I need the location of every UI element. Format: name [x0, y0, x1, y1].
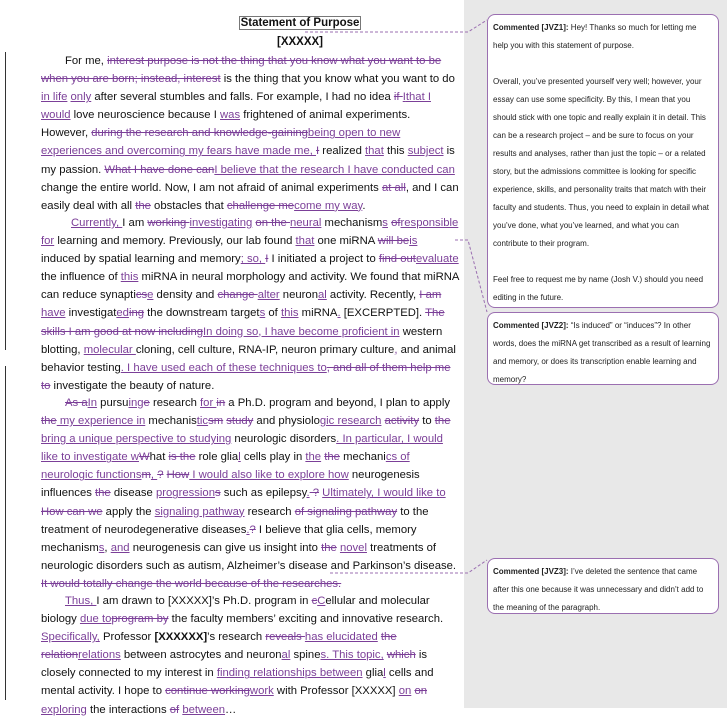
text-run: For me, — [65, 55, 108, 67]
text-run: I am — [122, 217, 148, 229]
text-run: neurogenesis can give us insight into — [129, 541, 322, 554]
insertion: work — [249, 685, 274, 698]
deletion: the — [135, 199, 151, 212]
insertion: , — [394, 343, 398, 356]
insertion: has elucidated — [304, 631, 378, 644]
insertion: come my way — [294, 199, 363, 212]
text-run: and physiolo — [253, 415, 320, 428]
deletion: The skills I am good at now including — [41, 307, 445, 338]
insertion: on — [398, 685, 412, 698]
text-run: obstacles that — [150, 199, 227, 212]
deletion: reveals — [265, 631, 305, 644]
text-run: activity. Recently, — [326, 289, 420, 302]
insertion: molecular — [83, 343, 136, 356]
insertion: finding relationships between — [216, 667, 363, 680]
insertion: was — [220, 109, 241, 122]
insertion: . — [306, 487, 310, 500]
deletion: It would totally change the world because of the researches. — [41, 577, 342, 590]
deletion: at all — [381, 181, 406, 194]
deletion: program by — [111, 613, 169, 626]
deletion: W — [138, 451, 150, 464]
insertion: signaling pathway — [154, 505, 245, 518]
deletion: How — [166, 469, 190, 482]
insertion: evaluate — [415, 253, 459, 266]
deletion: I — [265, 253, 269, 266]
insertion: bring a unique perspective to studying — [41, 433, 232, 446]
text-run: the faculty members’ exciting and innovative research. — [168, 613, 444, 626]
insertion: and — [110, 541, 130, 554]
insertion: that — [365, 145, 384, 158]
insertion: exploring — [41, 703, 87, 716]
deletion: ? — [249, 523, 256, 536]
insertion: is — [409, 235, 418, 248]
deletion: I am — [419, 289, 442, 302]
insertion: neural — [289, 217, 322, 229]
text-run: with Professor [XXXXX] — [273, 685, 399, 698]
text-run: I am drawn to [XXXXX]’s Ph.D. program in — [96, 595, 312, 607]
text-run: neurogenesis influences — [41, 469, 420, 500]
insertion: only — [70, 91, 92, 104]
text-run: mechani — [339, 451, 386, 464]
paragraph-2[interactable] — [41, 214, 459, 395]
insertion: the — [305, 451, 322, 464]
comment-3[interactable] — [487, 558, 719, 614]
insertion: In doing so, I have become proficient in — [203, 325, 400, 338]
insertion: tic — [196, 415, 209, 428]
insertion: that I would — [41, 91, 431, 122]
title-text[interactable]: Statement of Purpose — [240, 17, 360, 29]
text-run: a Ph.D. program and beyond, I plan to apply — [225, 397, 450, 409]
insertion: being open to new experiences and overcoming my fears have made me, — [41, 127, 401, 158]
insertion: gic research — [319, 415, 382, 428]
insertion: Thus, — [65, 595, 97, 607]
insertion: , — [150, 469, 158, 482]
text-run: the downstream target — [144, 307, 260, 320]
insertion: al — [281, 649, 291, 662]
text-run: love neuroscience because I — [70, 109, 220, 122]
text-run: learning and memory. Previously, our lab found — [54, 235, 296, 248]
insertion: ed — [116, 307, 129, 320]
deletion: will be — [377, 235, 410, 248]
bold-text: [XXXXXX] — [154, 631, 208, 644]
comment-author: Commented [JVZ3]: — [493, 567, 569, 576]
text-run: such as epilepsy — [220, 487, 307, 500]
insertion: C — [317, 595, 326, 607]
text-run: mechanis — [145, 415, 197, 428]
insertion: progression — [155, 487, 215, 500]
text-run: one miRNA — [314, 235, 378, 248]
deletion: find out — [378, 253, 416, 266]
deletion: the — [321, 541, 337, 554]
text-run: [EXCERPTED]. — [340, 307, 426, 320]
text-run: after several stumbles and falls. For example, I had no idea — [91, 91, 394, 104]
insertion: this — [280, 307, 299, 320]
text-run: miRNA in neural morphology and activity. We found that miRNA can reduce synapti — [41, 271, 459, 302]
insertion: I — [402, 91, 406, 104]
insertion: s — [382, 217, 388, 229]
text-run: mechanism — [321, 217, 383, 229]
insertion: have — [41, 307, 66, 320]
deletion: and all of them help me to — [41, 361, 451, 392]
comment-text: Feel free to request me by name (Josh V.) should you need editing in the future. — [493, 275, 704, 302]
comment-1[interactable] — [487, 14, 719, 308]
insertion: between — [182, 703, 226, 716]
insertion: In — [87, 397, 98, 409]
text-run: … — [225, 703, 237, 716]
comment-author: Commented [JVZ1]: — [493, 23, 569, 32]
change-bar — [5, 366, 6, 700]
text-run: investigat — [65, 307, 117, 320]
deletion: the — [434, 415, 451, 428]
paragraph-1[interactable] — [41, 52, 459, 215]
deletion: of — [169, 703, 180, 716]
insertion: due to — [79, 613, 112, 626]
text-run: the interactions — [86, 703, 170, 716]
text-run: ’s research — [207, 631, 266, 644]
insertion: investigating — [189, 217, 253, 229]
deletion: the — [324, 451, 340, 464]
deletion: m — [141, 469, 151, 482]
insertion: alter — [257, 289, 280, 302]
deletion: challenge me — [226, 199, 295, 212]
text-run: I believe that glia cells, memory mechanism — [41, 523, 417, 554]
text-run: between astrocytes and neuron — [120, 649, 282, 662]
deletion: ing — [128, 307, 145, 320]
deletion: the — [41, 415, 57, 428]
document-subtitle: [XXXXX] — [276, 36, 323, 48]
deletion: e — [143, 397, 150, 409]
deletion: continue working — [165, 685, 250, 698]
deletion: of signaling pathway — [294, 505, 398, 518]
text-run: cells and mental activity. I hope to — [41, 667, 434, 698]
comment-text: Overall, you’ve presented yourself very well; however, your essay can use some specificity. By this, I mean that you should stick with one topic and really explain it in detail. This can be a research project – and be sure to focus on your results and analyses, rather than just the topic – or a related story, but the admissions committee is looking for specific experience, skills, and personality traits that match with their faculty and students. Thus, you need to explain in detail what you’ve done, what you’ve learned, and what you can contribute to their program. — [493, 77, 709, 248]
text-run: hat — [149, 451, 169, 464]
deletion: on the — [255, 217, 290, 229]
insertion: l — [238, 451, 241, 464]
text-run: research — [244, 505, 295, 518]
deletion: on — [414, 685, 428, 698]
text-run: Professor — [99, 631, 155, 644]
text-run: research — [149, 397, 201, 409]
deletion: study — [226, 415, 254, 428]
text-run: neuron — [279, 289, 318, 302]
text-run: treatments of neurologic disorders such as autism, Alzheimer’s disease and Parkinson’s disease. — [41, 541, 457, 572]
text-run: is closely connected to my interest in — [41, 649, 428, 680]
deletion: the relation — [41, 631, 397, 662]
deletion: sm — [208, 415, 224, 428]
deletion: during the research and knowledge-gaining — [91, 127, 308, 140]
insertion: Ultimately, I would like to — [322, 487, 446, 500]
insertion: . — [337, 307, 341, 320]
text-run: . — [362, 199, 366, 212]
text-run: neurologic disorders — [231, 433, 337, 446]
deletion: of — [391, 217, 401, 229]
deletion: How can we — [41, 505, 103, 518]
text-run: pursu — [97, 397, 129, 409]
insertion: e — [147, 289, 154, 302]
deletion: is the — [168, 451, 196, 464]
deletion: , — [326, 361, 334, 374]
insertion: l — [383, 667, 386, 680]
text-run: , — [104, 541, 111, 554]
text-run: cells play in — [240, 451, 306, 464]
text-run: spine — [290, 649, 321, 662]
insertion: that — [295, 235, 315, 248]
text-run: of — [265, 307, 281, 320]
deletion: interest purpose is not the thing that you know what you want to be when you are born; instead, interest — [41, 55, 442, 86]
text-run: frightened of animal experiments. However, — [41, 109, 411, 140]
deletion: activity — [384, 415, 420, 428]
text-run: ellular and molecular biology — [41, 595, 430, 626]
text-run: to the treatment of neurodegenerative diseases — [41, 505, 429, 536]
insertion: novel — [339, 541, 367, 554]
deletion: change — [217, 289, 258, 302]
insertion: cs of neurologic functions — [41, 451, 410, 482]
comment-text: “Is induced” or “induces”? In other words, does the miRNA get transcribed as a result of learning and memory, or does its transcription enable learning and memory? — [493, 321, 711, 384]
text-run: cloning, cell culture, RNA-IP, neuron primary culture — [135, 343, 395, 356]
insertion: I would also like to explore how — [189, 469, 349, 482]
deletion: cs — [135, 289, 148, 302]
insertion: ing — [128, 397, 144, 409]
text-run: is my passion. — [41, 145, 455, 176]
paragraph-4[interactable] — [41, 592, 459, 719]
text-run: induced by spatial learning and memory — [41, 253, 241, 266]
insertion: ; so, — [240, 253, 266, 266]
paragraph-3[interactable] — [41, 394, 459, 593]
deletion: ? — [157, 469, 164, 482]
insertion: Specifically, — [41, 631, 100, 644]
deletion: working — [147, 217, 190, 229]
insertion: relations — [78, 649, 121, 662]
comment-text: Hey! Thanks so much for letting me help you with this statement of purpose. — [493, 23, 697, 50]
insertion: s — [98, 541, 105, 554]
deletion: I — [316, 145, 320, 158]
insertion: in life — [41, 91, 68, 104]
insertion: Currently, — [71, 217, 123, 229]
deletion: As a — [65, 397, 88, 409]
insertion: I believe that the research I have conducted can — [214, 163, 455, 176]
deletion: s — [214, 487, 221, 500]
comment-author: Commented [JVZ2]: — [493, 321, 569, 330]
text-run: change the entire world. Now, I am not afraid of animal experiments — [41, 181, 382, 194]
text-run: miRNA — [298, 307, 338, 320]
deletion: What I have done can — [104, 163, 215, 176]
text-run: glia — [362, 667, 384, 680]
insertion: . In particular, I would like to investigate w — [41, 433, 443, 464]
text-run: and animal behavior testing — [41, 343, 456, 374]
deletion: if — [393, 91, 403, 104]
deletion: the — [95, 487, 111, 500]
text-run: role glia — [195, 451, 239, 464]
deletion: ? — [309, 487, 320, 500]
deletion: which — [386, 649, 416, 662]
text-run: density and — [153, 289, 218, 302]
deletion: c — [311, 595, 318, 607]
insertion: my experience in — [56, 415, 146, 428]
text-run: this — [383, 145, 408, 158]
text-run: the influence of — [41, 271, 121, 284]
insertion: . I have used each of these techniques to — [120, 361, 327, 374]
change-bar — [5, 52, 6, 350]
insertion: . — [246, 523, 250, 536]
insertion: responsible for — [41, 217, 459, 248]
insertion: s. This topic, — [320, 649, 384, 662]
text-run: apply the — [102, 505, 155, 518]
comment-2[interactable] — [487, 312, 719, 385]
text-run: disease — [110, 487, 156, 500]
text-run: western blotting, — [41, 325, 443, 356]
text-run: to — [419, 415, 435, 428]
text-run: I initiated a project to — [268, 253, 379, 266]
insertion: this — [120, 271, 139, 284]
insertion: subject — [407, 145, 444, 158]
insertion: for — [200, 397, 217, 409]
text-run: investigate the beauty of nature. — [50, 379, 215, 392]
deletion: in — [216, 397, 226, 409]
insertion: al — [318, 289, 327, 302]
insertion: s — [259, 307, 266, 320]
text-run: is the thing that you know what you want to do — [220, 73, 455, 86]
comment-text: I’ve deleted the sentence that came after this one because it was unnecessary and didn’t add to the meaning of the paragraph. — [493, 567, 704, 612]
text-run: realized — [319, 145, 366, 158]
text-run: , and I can easily deal with all — [41, 181, 459, 212]
